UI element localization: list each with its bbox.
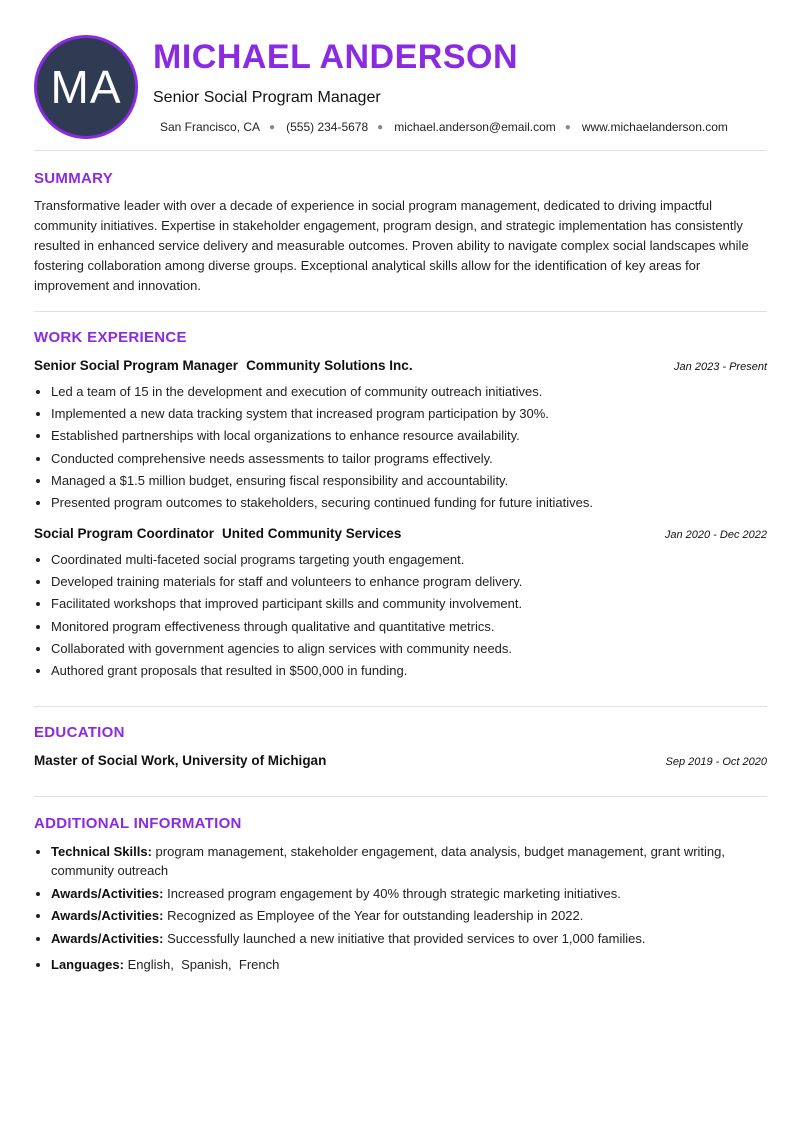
contact-info (160, 120, 728, 134)
summary-text: Transformative leader with over a decade of experience in social program management, dedicated to driving impactful community initiatives. Expertise in stakeholder engagement, program design, and strategic implementation has consistently resulted in enhanced service delivery and measurable outcomes. Proven ability to navigate complex social landscapes while fostering collaboration among diverse groups. Exceptional analytical skills allow for the identification of key areas for improvement and innovation. (34, 198, 749, 293)
additional-list (34, 842, 769, 977)
list-item: • Conducted comprehensive needs assessments to tailor programs effectively. (51, 448, 771, 470)
additional-heading: ADDITIONAL INFORMATION (34, 815, 242, 832)
list-item (51, 842, 769, 880)
section-divider (34, 311, 767, 312)
list-item: • Established partnerships with local organizations to enhance resource availability. (51, 425, 771, 447)
education-dates: Sep 2019 - Oct 2020 (665, 756, 767, 768)
contact-location: San Francisco, CA (160, 120, 261, 134)
job-title (34, 358, 413, 373)
candidate-name: MICHAEL ANDERSON (153, 38, 519, 76)
candidate-headline: Senior Social Program Manager (153, 89, 381, 106)
education-degree: Master of Social Work, University of Michigan (34, 753, 327, 768)
job-bullets (34, 381, 771, 514)
experience-heading: WORK EXPERIENCE (34, 329, 187, 346)
job-dates: Jan 2020 - Dec 2022 (664, 529, 767, 541)
item-text: program management, stakeholder engagement, data analysis, budget management, grant writing, community outreach (51, 844, 725, 878)
item-label: Awards/Activities: (51, 930, 164, 946)
item-label: Awards/Activities: (51, 908, 164, 923)
avatar (34, 35, 138, 139)
item-label: Languages: (51, 956, 124, 972)
job-company: United Community Services (222, 526, 402, 541)
contact-email[interactable]: michael.anderson@email.com (394, 120, 556, 134)
list-item (51, 929, 769, 948)
education-entry (34, 753, 767, 768)
job-role: Senior Social Program Manager (34, 358, 239, 373)
job-role: Social Program Coordinator (34, 526, 215, 541)
list-item (51, 906, 769, 925)
section-divider (34, 150, 767, 151)
avatar-initials: MA (50, 61, 122, 113)
job-header (34, 526, 767, 541)
section-divider (34, 706, 767, 707)
item-text: Successfully launched a new initiative that provided services to over 1,000 families. (167, 930, 646, 946)
contact-website[interactable]: www.michaelanderson.com (581, 120, 728, 134)
list-item: • Presented program outcomes to stakeholders, securing continued funding for future initiatives. (51, 492, 771, 514)
summary-heading: SUMMARY (34, 170, 114, 187)
job-dates: Jan 2023 - Present (674, 361, 767, 373)
separator-dot-icon: ● (269, 121, 276, 133)
separator-dot-icon: ● (564, 121, 571, 133)
list-item: • Managed a $1.5 million budget, ensuring fiscal responsibility and accountability. (51, 470, 771, 492)
list-item: • Monitored program effectiveness through qualitative and quantitative metrics. (51, 616, 771, 638)
list-item: • Developed training materials for staff and volunteers to enhance program delivery. (51, 571, 771, 593)
list-item: • Authored grant proposals that resulted in $500,000 in funding. (51, 660, 771, 682)
separator-dot-icon: ● (377, 121, 384, 133)
list-item: • Implemented a new data tracking system that increased program participation by 30%. (51, 403, 771, 425)
job-company: Community Solutions Inc. (246, 358, 413, 373)
list-item: • Collaborated with government agencies to align services with community needs. (51, 638, 771, 660)
item-text: Increased program engagement by 40% through strategic marketing initiatives. (167, 885, 621, 901)
list-item: • Led a team of 15 in the development and execution of community outreach initiatives. (51, 381, 771, 403)
item-label: Technical Skills: (51, 844, 152, 859)
section-divider (34, 796, 767, 797)
list-item (51, 884, 769, 903)
item-text: Recognized as Employee of the Year for outstanding leadership in 2022. (167, 908, 584, 923)
job-header (34, 358, 767, 373)
item-label: Awards/Activities: (51, 885, 164, 901)
education-heading: EDUCATION (34, 724, 125, 741)
contact-phone: (555) 234-5678 (286, 120, 369, 134)
list-item: • Coordinated multi-faceted social programs targeting youth engagement. (51, 549, 771, 571)
job-title (34, 526, 401, 541)
job-bullets (34, 549, 771, 682)
list-item (51, 955, 769, 974)
item-text: English, Spanish, French (127, 956, 280, 972)
list-item: • Facilitated workshops that improved participant skills and community involvement. (51, 593, 771, 615)
